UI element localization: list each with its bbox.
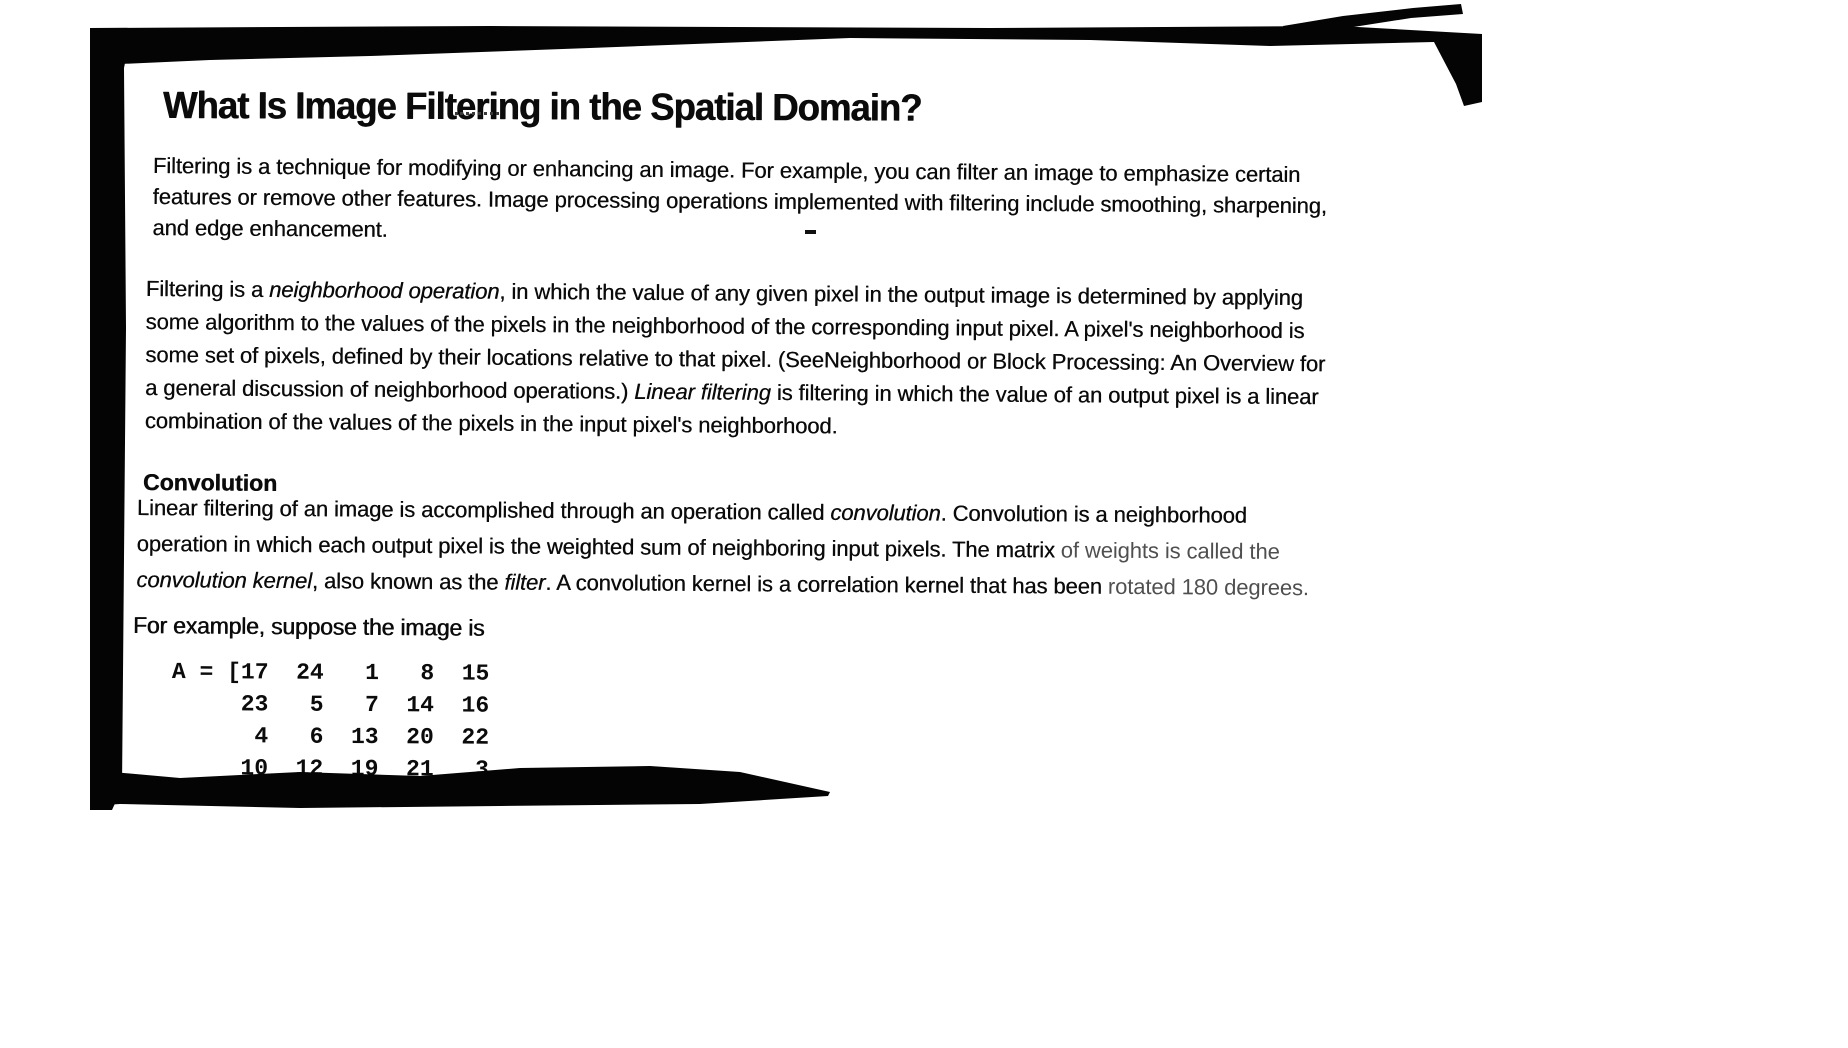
matrix-row: A = [17 24 1 8 15 — [171, 658, 490, 687]
section-heading-convolution: Convolution — [142, 469, 278, 497]
scan-artifact-dots — [455, 112, 499, 115]
matrix-row: 4 6 13 20 22 — [171, 722, 490, 751]
text-line: features or remove other features. Image processing operations implemented with filtering include smoothing, sharpening, — [152, 183, 1327, 219]
text-line: some set of pixels, defined by their locations relative to that pixel. (SeeNeighborhood or Block Processing: An Overview for — [145, 341, 1326, 377]
text-line: Linear filtering of an image is accomplished through an operation called convolution. Convolution is a neighborhood — [136, 494, 1247, 528]
matrix-row: 23 5 7 14 16 — [171, 690, 490, 719]
text-line: and edge enhancement. — [152, 214, 388, 242]
text-line: Filtering is a neighborhood operation, in which the value of any given pixel in the output image is determined by applying — [145, 275, 1303, 311]
text-line: Filtering is a technique for modifying or enhancing an image. For example, you can filter an image to emphasize certain — [152, 152, 1301, 188]
text-line: a general discussion of neighborhood operations.) Linear filtering is filtering in which the value of an output pixel is a linear — [144, 374, 1319, 410]
page-title: What Is Image Filtering in the Spatial Domain? — [162, 85, 922, 131]
matrix-a — [171, 656, 489, 786]
text-line: convolution kernel, also known as the filter. A convolution kernel is a correlation kernel that has been rotated 180 degrees. — [136, 566, 1310, 601]
paragraph-intro — [152, 150, 1327, 252]
paragraph-convolution — [136, 490, 1309, 606]
text-line: operation in which each output pixel is the weighted sum of neighboring input pixels. The matrix of weights is called the — [136, 530, 1280, 564]
text-line: some algorithm to the values of the pixels in the neighborhood of the corresponding input pixel. A pixel's neighborhood is — [145, 308, 1305, 344]
example-intro-line: For example, suppose the image is — [132, 612, 485, 641]
matrix-row: 10 12 19 21 3 — [171, 754, 489, 783]
paragraph-neighborhood — [145, 272, 1326, 446]
text-line: combination of the values of the pixels in the input pixel's neighborhood. — [144, 407, 838, 439]
scan-artifact-dash — [805, 230, 816, 234]
scan-border-left — [90, 28, 130, 810]
